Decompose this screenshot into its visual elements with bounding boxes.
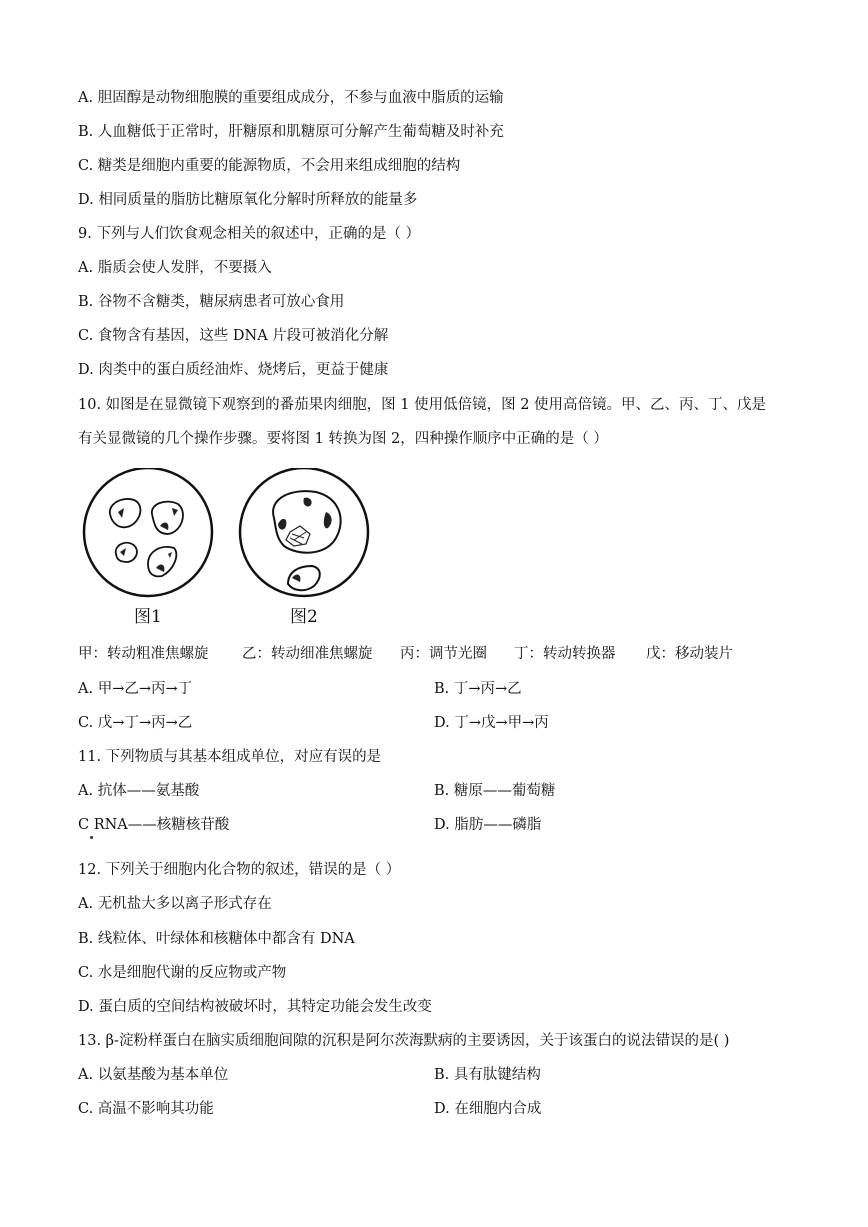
- microscope-figure: [78, 468, 378, 633]
- figure-2-label: 图2: [290, 607, 318, 627]
- q8-option-a: A. 胆固醇是动物细胞膜的重要组成成分，不参与血液中脂质的运输: [78, 90, 504, 106]
- cell-shape: [116, 543, 137, 562]
- q10-option-c: C. 戊→丁→丙→乙: [78, 715, 193, 731]
- q11-option-b: B. 糖原——葡萄糖: [434, 783, 556, 799]
- field-of-view-2: [240, 468, 368, 596]
- step-jia: 甲：转动粗准焦螺旋: [78, 646, 209, 662]
- cell-detail: [172, 508, 178, 516]
- q12-option-b: B. 线粒体、叶绿体和核糖体中都含有 DNA: [78, 931, 355, 947]
- q12-option-c: C. 水是细胞代谢的反应物或产物: [78, 965, 287, 981]
- q8-option-d: D. 相同质量的脂肪比糖原氧化分解时所释放的能量多: [78, 192, 418, 208]
- q12-stem: 12. 下列关于细胞内化合物的叙述，错误的是（ ）: [78, 862, 401, 878]
- q11-stem: 11. 下列物质与其基本组成单位，对应有误的是: [78, 749, 382, 765]
- q9-option-b: B. 谷物不含糖类，糖尿病患者可放心食用: [78, 294, 345, 310]
- q13-option-d: D. 在细胞内合成: [434, 1101, 542, 1117]
- stray-dot: [90, 836, 93, 839]
- cell-detail: [118, 508, 124, 518]
- q11-option-c: C RNA——核糖核苷酸: [78, 817, 230, 833]
- q9-option-c: C. 食物含有基因，这些 DNA 片段可被消化分解: [78, 328, 389, 344]
- q8-option-c: C. 糖类是细胞内重要的能源物质，不会用来组成细胞的结构: [78, 158, 461, 174]
- q13-option-b: B. 具有肽键结构: [434, 1067, 541, 1083]
- q13-stem: 13. β-淀粉样蛋白在脑实质细胞间隙的沉积是阿尔茨海默病的主要诱因，关于该蛋白的说法错误的是( ): [78, 1033, 730, 1049]
- cell-shape: [110, 499, 141, 527]
- q11-option-a: A. 抗体——氨基酸: [78, 783, 200, 799]
- step-yi: 乙：转动细准焦螺旋: [242, 646, 373, 662]
- q11-option-d: D. 脂肪——磷脂: [434, 817, 542, 833]
- cell-detail: [160, 523, 168, 530]
- cell-detail: [120, 548, 126, 556]
- cell-detail: [303, 498, 311, 507]
- q10-option-b: B. 丁→丙→乙: [434, 681, 522, 697]
- step-bing: 丙：调节光圈: [400, 646, 487, 662]
- cell-detail: [156, 565, 164, 572]
- cell-detail: [324, 512, 332, 528]
- cell-detail: [278, 519, 286, 530]
- step-ding: 丁：转动转换器: [514, 646, 616, 662]
- q10-stem-line1: 10. 如图是在显微镜下观察到的番茄果肉细胞，图 1 使用低倍镜，图 2 使用高倍镜。甲、乙、丙、丁、戊是: [78, 397, 767, 413]
- cell-detail: [168, 552, 172, 558]
- q10-option-d: D. 丁→戊→甲→丙: [434, 715, 549, 731]
- microscope-views-drawing: [78, 468, 378, 598]
- q13-option-c: C. 高温不影响其功能: [78, 1101, 214, 1117]
- q8-option-b: B. 人血糖低于正常时，肝糖原和肌糖原可分解产生葡萄糖及时补充: [78, 124, 504, 140]
- q10-option-a: A. 甲→乙→丙→丁: [78, 681, 193, 697]
- cell-detail: [290, 532, 306, 544]
- step-wu: 戊：移动装片: [646, 646, 733, 662]
- q10-stem-line2: 有关显微镜的几个操作步骤。要将图 1 转换为图 2，四种操作顺序中正确的是（ ）: [78, 431, 608, 447]
- q9-option-d: D. 肉类中的蛋白质经油炸、烧烤后，更益于健康: [78, 362, 389, 378]
- q9-option-a: A. 脂质会使人发胖，不要摄入: [78, 260, 272, 276]
- cell-detail: [292, 575, 300, 582]
- field-of-view-1: [84, 468, 212, 596]
- q12-option-a: A. 无机盐大多以离子形式存在: [78, 896, 272, 912]
- cell-shape: [148, 547, 176, 576]
- q12-option-d: D. 蛋白质的空间结构被破坏时，其特定功能会发生改变: [78, 999, 432, 1015]
- q13-option-a: A. 以氨基酸为基本单位: [78, 1067, 229, 1083]
- q9-stem: 9. 下列与人们饮食观念相关的叙述中，正确的是（ ）: [78, 226, 421, 242]
- figure-1-label: 图1: [134, 607, 162, 627]
